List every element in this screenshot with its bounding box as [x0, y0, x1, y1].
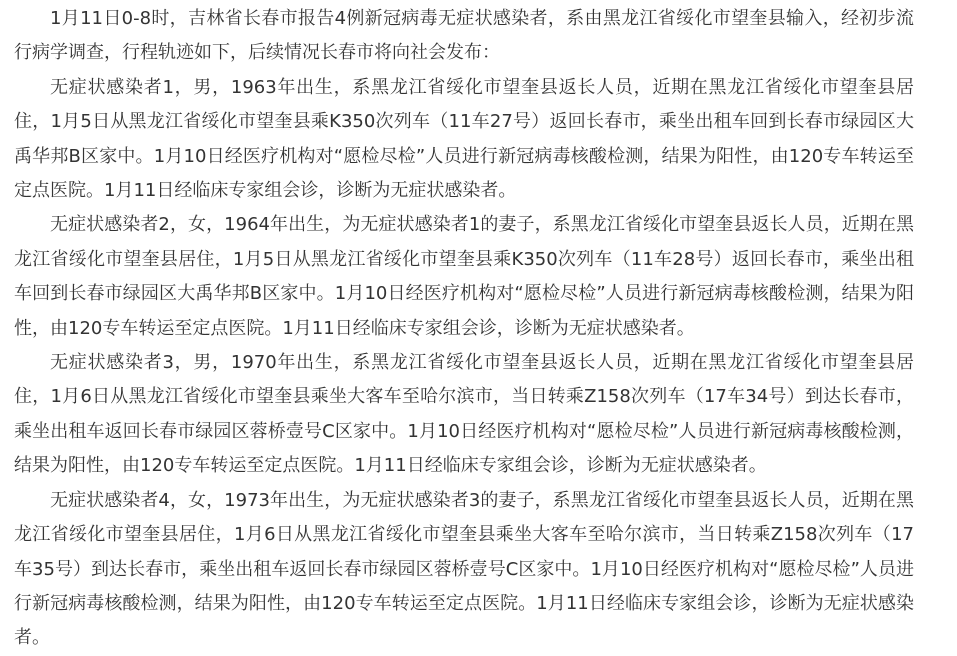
case-2-paragraph: 无症状感染者2，女，1964年出生，为无症状感染者1的妻子，系黑龙江省绥化市望奎县返长人员，近期在黑龙江省绥化市望奎县居住，1月5日从黑龙江省绥化市望奎县乘K350次列车（11车28号）返回长春市，乘坐出租车回到长春市绿园区大禹华邦B区家中。1月10日经医疗机构对“愿检尽检”人员进行新冠病毒核酸检测，结果为阳性，由120专车转运至定点医院。1月11日经临床专家组会诊，诊断为无症状感染者。 [14, 214, 914, 339]
article-body [14, 2, 914, 656]
case-4-paragraph: 无症状感染者4，女，1973年出生，为无症状感染者3的妻子，系黑龙江省绥化市望奎县返长人员，近期在黑龙江省绥化市望奎县居住，1月6日从黑龙江省绥化市望奎县乘坐大客车至哈尔滨市，当日转乘Z158次列车（17车35号）到达长春市，乘坐出租车返回长春市绿园区蓉桥壹号C区家中。1月10日经医疗机构对“愿检尽检”人员进行新冠病毒核酸检测，结果为阳性，由120专车转运至定点医院。1月11日经临床专家组会诊，诊断为无症状感染者。 [14, 489, 914, 649]
intro-paragraph: 1月11日0-8时，吉林省长春市报告4例新冠病毒无症状感染者，系由黑龙江省绥化市望奎县输入，经初步流行病学调查，行程轨迹如下，后续情况长春市将向社会发布： [14, 8, 914, 64]
case-1-paragraph: 无症状感染者1，男，1963年出生，系黑龙江省绥化市望奎县返长人员，近期在黑龙江省绥化市望奎县居住，1月5日从黑龙江省绥化市望奎县乘K350次列车（11车27号）返回长春市，乘坐出租车回到长春市绿园区大禹华邦B区家中。1月10日经医疗机构对“愿检尽检”人员进行新冠病毒核酸检测，结果为阳性，由120专车转运至定点医院。1月11日经临床专家组会诊，诊断为无症状感染者。 [14, 76, 914, 202]
case-3-paragraph: 无症状感染者3，男，1970年出生，系黑龙江省绥化市望奎县返长人员，近期在黑龙江省绥化市望奎县居住，1月6日从黑龙江省绥化市望奎县乘坐大客车至哈尔滨市，当日转乘Z158次列车（17车34号）到达长春市，乘坐出租车返回长春市绿园区蓉桥壹号C区家中。1月10日经医疗机构对“愿检尽检”人员进行新冠病毒核酸检测，结果为阳性，由120专车转运至定点医院。1月11日经临床专家组会诊，诊断为无症状感染者。 [14, 352, 914, 477]
